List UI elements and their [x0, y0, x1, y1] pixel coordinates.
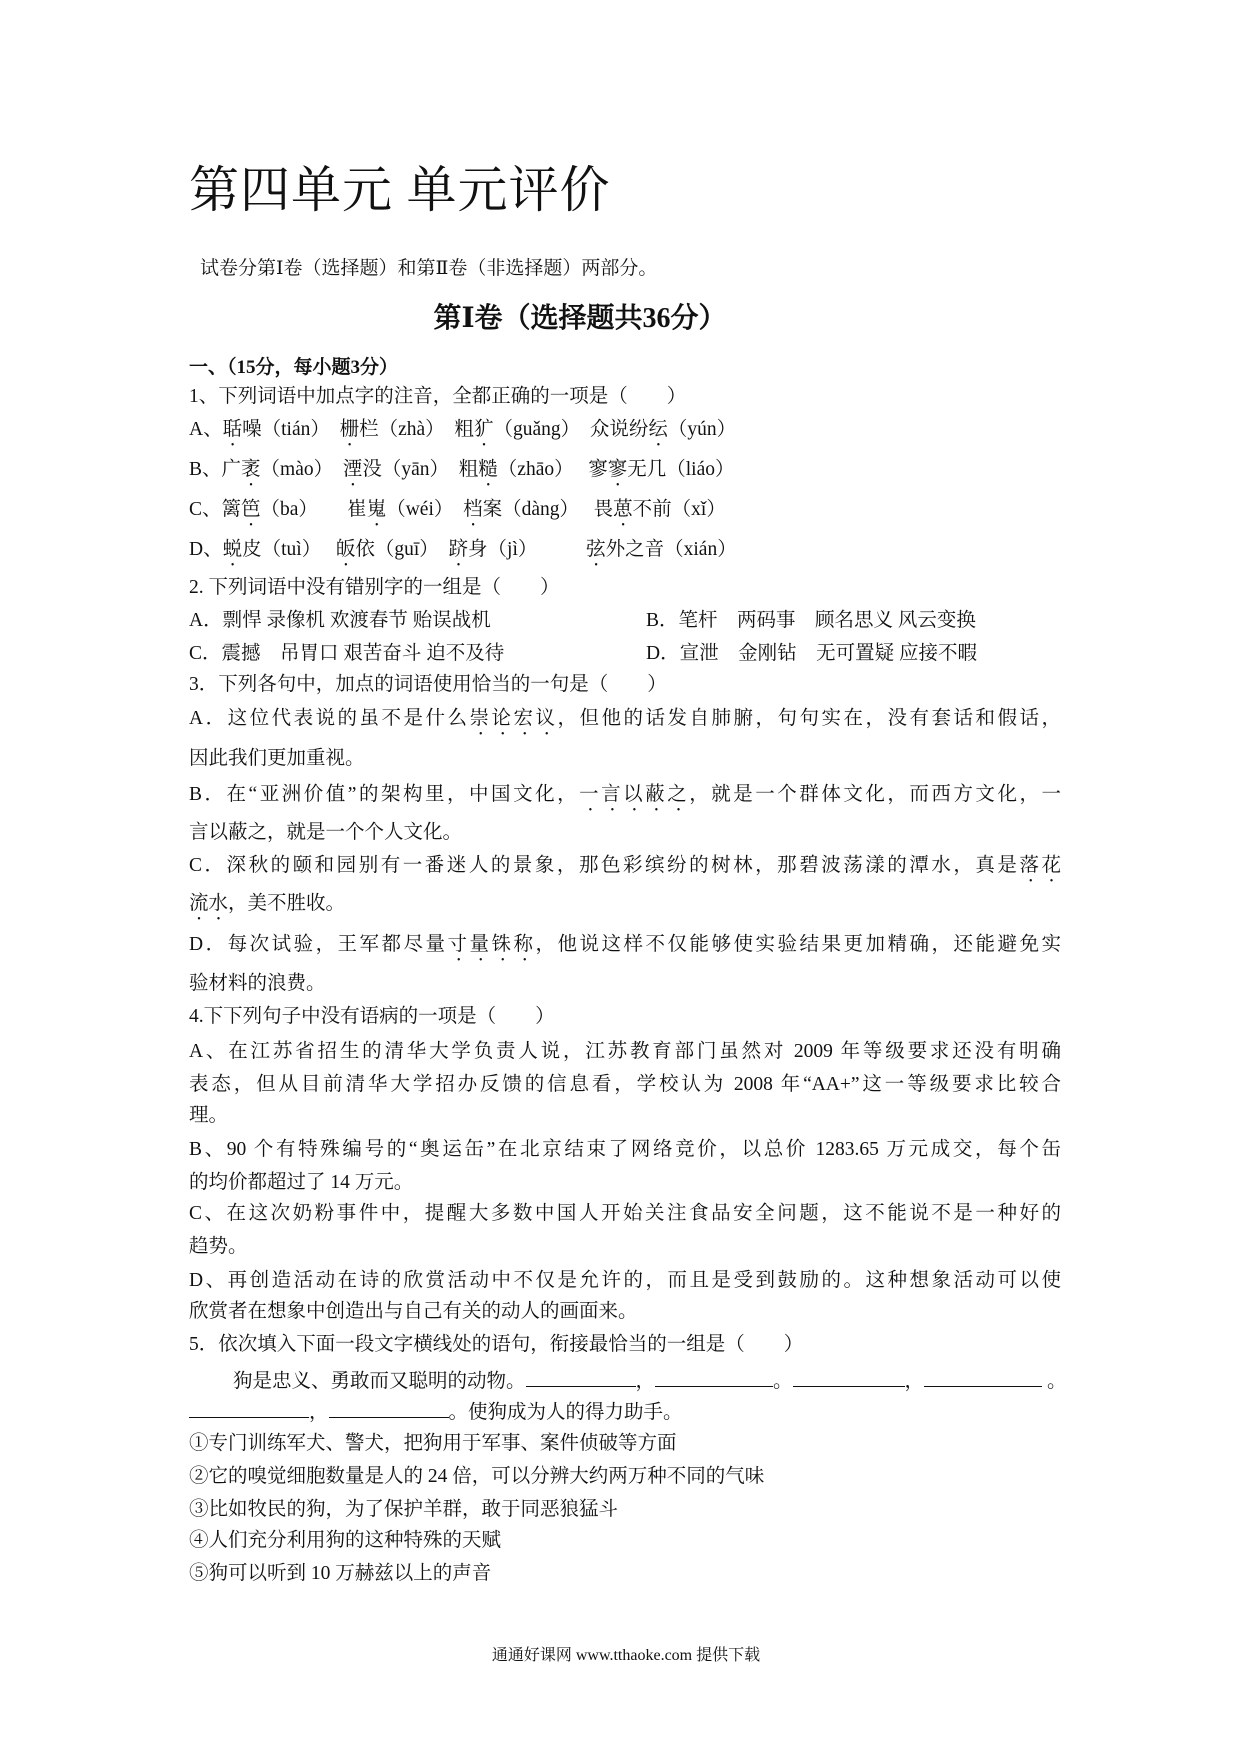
- text-segment: 2. 下列词语中没有错别字的一组是（ ）: [189, 577, 560, 598]
- text-segment: （yún）: [667, 419, 737, 440]
- text-line: [189, 1171, 413, 1195]
- text-segment: 狗是忠义、勇敢而又聪明的动物。: [233, 1371, 526, 1392]
- text-line: [189, 1269, 1061, 1293]
- text-segment: 。: [1042, 1371, 1067, 1392]
- text-segment: ，美不胜收。: [228, 893, 346, 914]
- text-line: [189, 1432, 677, 1456]
- emphasized-text: 档: [463, 499, 483, 520]
- text-segment: 无几（liáo）: [627, 459, 735, 480]
- text-line: [189, 1073, 1061, 1097]
- section-heading: 第Ⅰ卷（选择题共36分）: [433, 303, 727, 334]
- text-line: [189, 1138, 1061, 1162]
- fill-blank: [924, 1368, 1042, 1387]
- text-line: [189, 747, 365, 771]
- text-segment: 。使狗成为人的得力助手。: [448, 1402, 683, 1423]
- text-segment: 栏（zhà） 粗: [359, 419, 474, 440]
- emphasized-text: 落花: [1019, 855, 1061, 876]
- text-segment: B．在“亚洲价值”的架构里，中国文化，: [189, 784, 580, 805]
- text-line: [189, 1333, 803, 1357]
- text-line: [189, 642, 977, 666]
- text-segment: （ba） 崔: [260, 499, 367, 520]
- emphasized-text: 聒: [222, 419, 243, 440]
- text-segment: ②它的嗅觉细胞数量是人的 24 倍，可以分辨大约两万种不同的气味: [189, 1466, 765, 1487]
- text-segment: A．剽悍 录像机 欢渡春节 贻误战机: [189, 610, 491, 631]
- text-line: [189, 783, 1061, 816]
- fill-blank: [655, 1368, 773, 1387]
- text-line: [189, 418, 736, 451]
- text-segment: ③比如牧民的狗，为了保护羊群，敢于同恶狼猛斗: [189, 1499, 619, 1520]
- text-line: [189, 1202, 1061, 1226]
- text-segment: 欣赏者在想象中创造出与自己有关的动人的画面来。: [189, 1301, 638, 1322]
- fill-blank: [189, 1399, 309, 1418]
- emphasized-text: 湮: [342, 459, 363, 480]
- text-line: [189, 972, 326, 996]
- text-segment: 表态，但从目前清华大学招办反馈的信息看，学校认为 2008 年“AA+”这一等级要求比较合: [189, 1074, 1061, 1095]
- text-segment: 验材料的浪费。: [189, 973, 326, 994]
- text-line: [189, 576, 560, 600]
- option-column-right: D．宣泄 金刚钻 无可置疑 应接不暇: [646, 643, 977, 664]
- text-segment: D、再创造活动在诗的欣赏活动中不仅是允许的，而且是受到鼓励的。这种想象活动可以使: [189, 1270, 1061, 1291]
- text-segment: 3．下列各句中，加点的词语使用恰当的一句是（ ）: [189, 674, 667, 695]
- text-line: [189, 609, 976, 633]
- option-column-right: B．笔杆 两码事 顾名思义 风云变换: [646, 610, 976, 631]
- emphasized-text: 寥: [607, 459, 628, 480]
- text-segment: ，: [635, 1371, 656, 1392]
- text-segment: 趋势。: [189, 1236, 248, 1257]
- text-segment: A．这位代表说的虽不是什么: [189, 708, 470, 729]
- text-line: [189, 385, 686, 409]
- text-segment: 依（guī）: [355, 539, 449, 560]
- emphasized-text: 袤: [241, 459, 261, 480]
- text-segment: 4.下下列句子中没有语病的一项是（ ）: [189, 1006, 555, 1027]
- text-line: [189, 1235, 248, 1259]
- fill-blank: [793, 1368, 905, 1387]
- text-segment: B、广: [189, 459, 242, 480]
- text-segment: C．深秋的颐和园别有一番迷人的景象，那色彩缤纷的树林，那碧波荡漾的潭水，真是: [189, 855, 1020, 876]
- text-segment: 皮（tuì）: [242, 539, 336, 560]
- text-line: [189, 1300, 638, 1324]
- page-title: 第四单元 单元评价: [189, 162, 611, 218]
- text-line: [189, 498, 726, 531]
- emphasized-text: 皈: [335, 539, 356, 560]
- text-segment: ，: [309, 1402, 329, 1423]
- text-segment: ⑤狗可以听到 10 万赫兹以上的声音: [189, 1563, 492, 1584]
- text-segment: C、在这次奶粉事件中，提醒大多数中国人开始关注食品安全问题，这不能说不是一种好的: [189, 1203, 1061, 1224]
- text-segment: ，但他的话发自肺腑，句句实在，没有套话和假话，: [557, 708, 1061, 729]
- text-segment: 。: [773, 1371, 793, 1392]
- text-segment: C、篱: [189, 499, 242, 520]
- text-segment: D．每次试验，王军都尽量: [189, 934, 448, 955]
- text-segment: 身（jì）: [468, 539, 587, 560]
- emphasized-text: 犷: [473, 419, 494, 440]
- text-segment: A、在江苏省招生的清华大学负责人说，江苏教育部门虽然对 2009 年等级要求还没有明确: [189, 1041, 1061, 1062]
- text-segment: 噪（tián）: [242, 419, 340, 440]
- emphasized-text: 嵬: [366, 499, 387, 520]
- emphasized-text: 栅: [339, 419, 360, 440]
- text-segment: 因此我们更加重视。: [189, 748, 365, 769]
- text-segment: 案（dàng） 畏: [482, 499, 614, 520]
- text-segment: ①专门训练军犬、警犬，把狗用于军事、案件侦破等方面: [189, 1433, 677, 1454]
- part-heading: 一、（15分，每小题3分）: [189, 357, 399, 378]
- fill-blank: [329, 1399, 449, 1418]
- text-line: [189, 673, 667, 697]
- text-line: [189, 892, 345, 925]
- emphasized-text: 纭: [648, 419, 668, 440]
- emphasized-text: 跻: [448, 539, 469, 560]
- emphasized-text: 笆: [241, 499, 261, 520]
- text-segment: 外之音（xián）: [605, 539, 737, 560]
- fill-blank: [526, 1368, 636, 1387]
- text-line: [189, 1465, 764, 1489]
- text-line: [189, 1005, 555, 1029]
- text-line: [233, 1368, 1066, 1394]
- footer-text: 通通好课网 www.tthaoke.com 提供下载: [491, 1647, 761, 1664]
- text-segment: 的均价都超过了 14 万元。: [189, 1172, 414, 1193]
- text-line: [189, 458, 735, 491]
- text-segment: ④人们充分利用狗的这种特殊的天赋: [189, 1530, 502, 1551]
- emphasized-text: 葸: [613, 499, 633, 520]
- text-line: [189, 1562, 491, 1586]
- emphasized-text: 寸量铢称: [447, 934, 536, 955]
- text-segment: 言以蔽之，就是一个个人文化。: [189, 822, 463, 843]
- emphasized-text: 崇论宏议: [469, 708, 558, 729]
- text-segment: A、: [189, 419, 223, 440]
- text-line: [189, 707, 1061, 740]
- text-segment: 5．依次填入下面一段文字横线处的语句，衔接最恰当的一组是（ ）: [189, 1334, 804, 1355]
- text-line: [189, 1498, 618, 1522]
- text-segment: 1、下列词语中加点字的注音，全都正确的一项是（ ）: [189, 386, 687, 407]
- text-segment: 理。: [189, 1105, 229, 1126]
- text-segment: （mào）: [260, 459, 343, 480]
- emphasized-text: 蜕: [222, 539, 243, 560]
- text-line: [189, 821, 462, 845]
- text-segment: （guǎng） 众说纷: [493, 419, 649, 440]
- text-segment: 没（yān） 粗: [362, 459, 479, 480]
- emphasized-text: 糙: [478, 459, 498, 480]
- emphasized-text: 一言以蔽之: [579, 784, 690, 805]
- text-line: [189, 1040, 1061, 1064]
- text-segment: ，就是一个群体文化，而西方文化，一: [689, 784, 1061, 805]
- text-segment: ，他说这样不仅能够使实验结果更加精确，还能避免实: [535, 934, 1061, 955]
- text-line: [189, 1104, 228, 1128]
- text-line: [189, 538, 737, 571]
- text-segment: B、90 个有特殊编号的“奥运缶”在北京结束了网络竞价，以总价 1283.65 万元成交，每个缶: [189, 1139, 1061, 1160]
- text-segment: 不前（xǐ）: [632, 499, 726, 520]
- text-line: [189, 933, 1061, 966]
- text-line: [189, 1399, 683, 1425]
- text-segment: D、: [189, 539, 223, 560]
- text-segment: （zhāo） 寥: [497, 459, 608, 480]
- text-segment: ，: [904, 1371, 925, 1392]
- emphasized-text: 流水: [189, 893, 229, 914]
- text-line: [189, 1529, 501, 1553]
- text-segment: C．震撼 吊胃口 艰苦奋斗 迫不及待: [189, 643, 505, 664]
- intro-text: 试卷分第Ⅰ卷（选择题）和第Ⅱ卷（非选择题）两部分。: [200, 258, 658, 279]
- emphasized-text: 弦: [586, 539, 606, 560]
- text-segment: （wéi）: [386, 499, 464, 520]
- text-line: [189, 854, 1061, 887]
